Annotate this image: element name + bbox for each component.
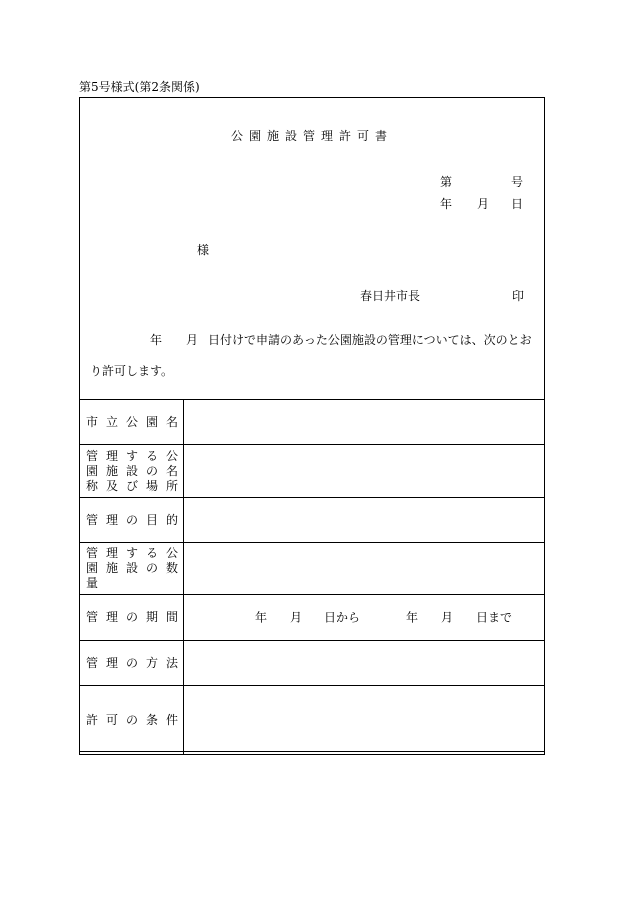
label-line: 管 理 す る 公: [86, 448, 178, 463]
period-text: [184, 595, 544, 640]
addressee-suffix: 様: [197, 243, 210, 257]
label-line: 市 立 公 園 名: [86, 414, 178, 429]
document-title: 公園施設管理許可書: [230, 129, 393, 143]
table-row: [80, 400, 545, 445]
row-label: [80, 498, 184, 543]
label-line: 量: [86, 576, 99, 590]
row-value: [184, 641, 545, 686]
details-table: [79, 399, 545, 755]
label-line: 管 理 す る 公: [86, 546, 178, 560]
row-label: [80, 641, 184, 686]
row-value: [184, 498, 545, 543]
permit-form: [79, 97, 545, 752]
row-label: [80, 595, 184, 641]
label-line: 許 可 の 条 件: [86, 712, 178, 727]
row-value: [184, 686, 545, 755]
label-line: 園 施 設 の 名: [86, 463, 178, 478]
period-year-2: 年: [406, 610, 419, 624]
form-code: 第5号様式(第2条関係): [79, 80, 200, 94]
date-day: 日: [511, 197, 524, 211]
table-row: [80, 445, 545, 498]
row-label: [80, 543, 184, 595]
label-line: 称 及 び 場 所: [86, 478, 178, 493]
number-suffix: 号: [511, 175, 524, 189]
table-row: [80, 543, 545, 595]
row-value: [184, 543, 545, 595]
row-value: [184, 445, 545, 498]
label-line: 管 理 の 期 間: [86, 610, 178, 624]
issuer-name: 春日井市長: [360, 289, 421, 303]
body-rest: 日付けで申請のあった公園施設の管理については、次のとお: [208, 333, 532, 347]
row-value: [184, 400, 545, 445]
table-row: [80, 686, 545, 755]
table-row: [80, 641, 545, 686]
table-row: [80, 498, 545, 543]
number-prefix: 第: [440, 175, 453, 189]
row-label: [80, 400, 184, 445]
row-label: [80, 686, 184, 755]
period-month-2: 月: [441, 610, 454, 624]
period-from: 日から: [324, 610, 361, 624]
label-line: 園 施 設 の 数: [86, 561, 178, 575]
date-year: 年: [440, 197, 453, 211]
period-cell: [184, 595, 545, 641]
body-line-2: り許可します。: [90, 364, 174, 378]
period-year-1: 年: [255, 610, 268, 624]
period-month-1: 月: [290, 610, 303, 624]
label-line: 管 理 の 目 的: [86, 512, 178, 527]
body-year: 年: [150, 333, 163, 347]
label-line: 管 理 の 方 法: [86, 655, 178, 670]
date-month: 月: [477, 197, 490, 211]
period-to: 日まで: [476, 610, 513, 624]
body-month: 月: [186, 333, 199, 347]
seal-mark: 印: [512, 289, 525, 303]
row-label: [80, 445, 184, 498]
table-row: [80, 595, 545, 641]
